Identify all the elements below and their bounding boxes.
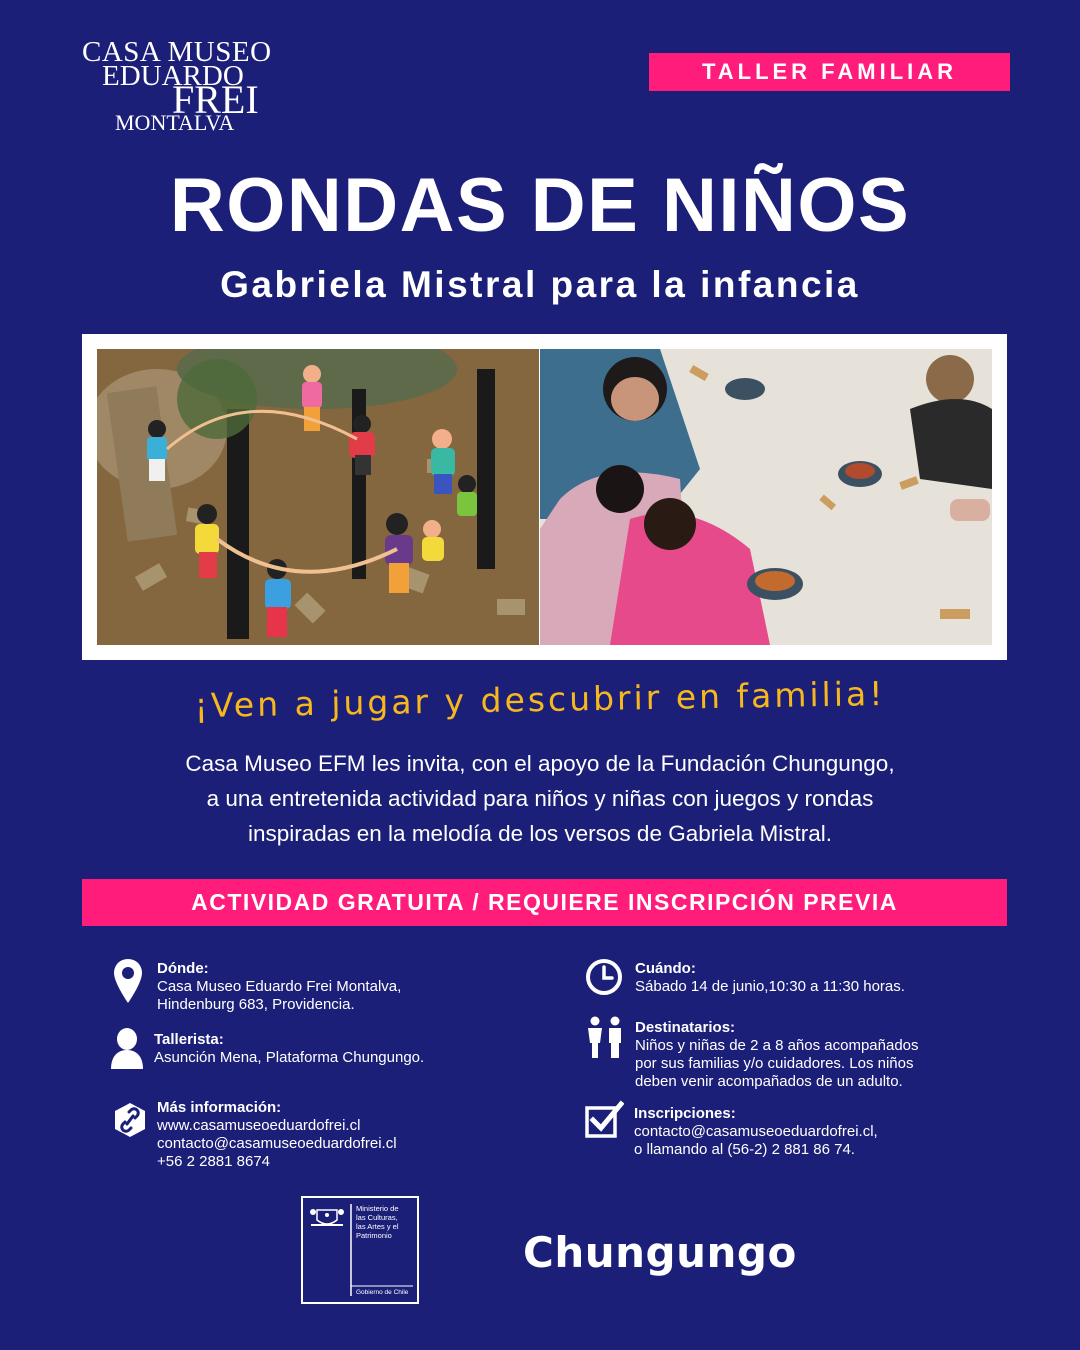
logo-line-4: MONTALVA <box>115 110 235 135</box>
page-subtitle: Gabriela Mistral para la infancia <box>220 264 860 305</box>
ministry-logo <box>301 1196 419 1304</box>
logo-line-2: EDUARDO <box>102 60 244 92</box>
where-line-2: Hindenburg 683, Providencia. <box>157 996 355 1013</box>
ministry-name <box>356 1204 399 1240</box>
description-line-1: Casa Museo EFM les invita, con el apoyo de la Fundación Chungungo, <box>185 751 895 776</box>
more-info-label: Más información: <box>157 1099 282 1116</box>
audience-line-3: deben venir acompañados de un adulto. <box>635 1073 903 1090</box>
ministry-line-1: Ministerio de <box>356 1204 399 1213</box>
phone-number: +56 2 2881 8674 <box>157 1153 271 1170</box>
email-link[interactable]: contacto@casamuseoeduardofrei.cl <box>157 1135 397 1152</box>
website-link[interactable]: www.casamuseoeduardofrei.cl <box>157 1117 361 1134</box>
audience-info <box>635 1019 919 1091</box>
tagline: ¡Ven a jugar y descubrir en familia! <box>194 673 886 726</box>
description-line-3: inspiradas en la melodía de los versos de Gabriela Mistral. <box>247 821 833 846</box>
ministry-line-3: las Artes y el <box>356 1222 399 1231</box>
registration-email[interactable]: contacto@casamuseoeduardofrei.cl, <box>634 1123 878 1140</box>
photo-frame <box>82 334 1007 660</box>
government-label: Gobierno de Chile <box>356 1289 409 1296</box>
link-icon <box>113 1102 147 1143</box>
description-line-2: a una entretenida actividad para niños y niñas con juegos y rondas <box>206 786 874 811</box>
audience-label: Destinatarios: <box>635 1019 736 1036</box>
logo-line-1: CASA MUSEO <box>82 36 272 68</box>
free-activity-banner: ACTIVIDAD GRATUITA / REQUIERE INSCRIPCIÓN PREVIA <box>82 879 1007 926</box>
checkbox-icon <box>584 1100 624 1145</box>
registration-info <box>634 1105 878 1159</box>
person-icon <box>110 1026 144 1075</box>
registration-label: Inscripciones: <box>634 1105 736 1122</box>
chungungo-logo: Chungungo <box>523 1228 797 1277</box>
instructor-info <box>154 1031 424 1067</box>
description <box>110 746 970 851</box>
logo-line-3: FREI <box>172 77 259 122</box>
ministry-line-4: Patrimonio <box>356 1231 392 1240</box>
page-title: RONDAS DE NIÑOS <box>169 163 911 248</box>
registration-phone: o llamando al (56-2) 2 881 86 74. <box>634 1141 855 1158</box>
more-info <box>157 1099 397 1171</box>
ministry-line-2: las Culturas, <box>356 1213 398 1222</box>
people-icon <box>585 1016 625 1065</box>
where-label: Dónde: <box>157 960 209 977</box>
location-pin-icon <box>113 958 143 1009</box>
audience-line-1: Niños y niñas de 2 a 8 años acompañados <box>635 1037 919 1054</box>
where-line-1: Casa Museo Eduardo Frei Montalva, <box>157 978 402 995</box>
where-info <box>157 960 401 1014</box>
chile-coat-of-arms-icon <box>310 1209 344 1226</box>
instructor-line-1: Asunción Mena, Plataforma Chungungo. <box>154 1049 425 1066</box>
instructor-label: Tallerista: <box>154 1031 224 1048</box>
clock-icon <box>585 958 623 1001</box>
audience-line-2: por sus familias y/o cuidadores. Los niños <box>635 1055 914 1072</box>
when-line-1: Sábado 14 de junio,10:30 a 11:30 horas. <box>635 978 905 995</box>
when-label: Cuándo: <box>635 960 696 977</box>
when-info <box>635 960 905 996</box>
papier-mache-dolls-photo <box>97 349 539 645</box>
museum-logo <box>80 38 320 138</box>
event-type-tag: TALLER FAMILIAR <box>649 53 1010 91</box>
children-playing-photo <box>540 349 992 645</box>
